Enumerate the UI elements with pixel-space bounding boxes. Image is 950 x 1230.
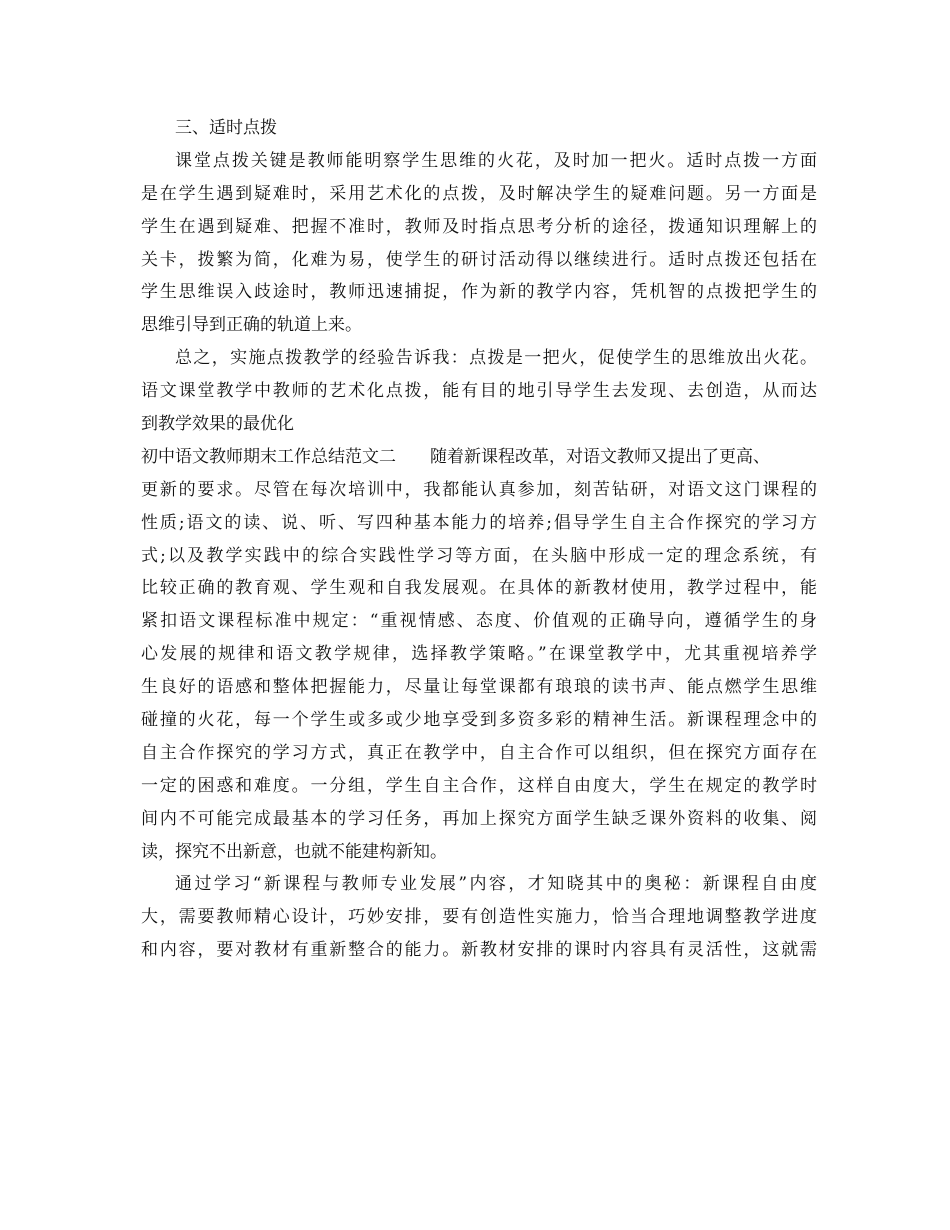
text-line: 比较正确的教育观、学生观和自我发展观。在具体的新教材使用，教学过程中，能 (141, 578, 817, 599)
inline-document-title: 初中语文教师期末工作总结范文二 (141, 446, 396, 467)
text-line: 自主合作探究的学习方式，真正在教学中，自主合作可以组织，但在探究方面存在 (141, 742, 817, 763)
text-line: 更新的要求。尽管在每次培训中，我都能认真参加，刻苦钻研，对语文这门课程的 (141, 479, 817, 500)
document-body (141, 112, 817, 967)
text-line: 课堂点拨关键是教师能明察学生思维的火花，及时加一把火。适时点拨一方面 (175, 150, 817, 171)
text-line-with-title (141, 441, 817, 474)
text-line: 是在学生遇到疑难时，采用艺术化的点拨，及时解决学生的疑难问题。另一方面是 (141, 183, 817, 204)
text-line: 生良好的语感和整体把握能力，尽量让每堂课都有琅琅的读书声、能点燃学生思维 (141, 677, 817, 698)
text-line: 碰撞的火花，每一个学生或多或少地享受到多资多彩的精神生活。新课程理念中的 (141, 710, 817, 731)
section-heading: 三、适时点拨 (175, 118, 277, 138)
text-line: 关卡，拨繁为简，化难为易，使学生的研讨活动得以继续进行。适时点拨还包括在 (141, 249, 817, 270)
text-line: 心发展的规律和语文教学规律，选择教学策略。”在课堂教学中，尤其重视培养学 (141, 644, 817, 665)
text-line: 一定的困惑和难度。一分组，学生自主合作，这样自由度大，学生在规定的教学时 (141, 775, 817, 796)
text-line: 通过学习“新课程与教师专业发展”内容，才知晓其中的奥秘：新课程自由度 (175, 874, 817, 895)
text-line: 总之，实施点拨教学的经验告诉我：点拨是一把火，促使学生的思维放出火花。 (175, 348, 817, 369)
text-line: 思维引导到正确的轨道上来。 (141, 315, 362, 336)
text-line: 和内容，要对教材有重新整合的能力。新教材安排的课时内容具有灵活性，这就需 (141, 940, 817, 961)
text-line: 紧扣语文课程标准中规定：“重视情感、态度、价值观的正确导向，遵循学生的身 (141, 611, 817, 632)
text-line: 读，探究不出新意，也就不能建构新知。 (141, 841, 447, 862)
text-line: 到教学效果的最优化 (141, 414, 294, 435)
text-line: 间内不可能完成最基本的学习任务，再加上探究方面学生缺乏课外资料的收集、阅 (141, 808, 817, 829)
text-line: 学生在遇到疑难、把握不准时，教师及时指点思考分析的途径，拨通知识理解上的 (141, 216, 817, 237)
text-line: 大，需要教师精心设计，巧妙安排，要有创造性实施力，恰当合理地调整教学进度 (141, 907, 817, 928)
text-line: 性质;语文的读、说、听、写四种基本能力的培养;倡导学生自主合作探究的学习方 (141, 512, 817, 533)
text-line: 语文课堂教学中教师的艺术化点拨，能有目的地引导学生去发现、去创造，从而达 (141, 381, 817, 402)
text-line: 学生思维误入歧途时，教师迅速捕捉，作为新的教学内容，凭机智的点拨把学生的 (141, 282, 817, 303)
text-segment: 随着新课程改革，对语文教师又提出了更高、 (430, 446, 770, 467)
text-line: 式;以及教学实践中的综合实践性学习等方面，在头脑中形成一定的理念系统，有 (141, 545, 817, 566)
